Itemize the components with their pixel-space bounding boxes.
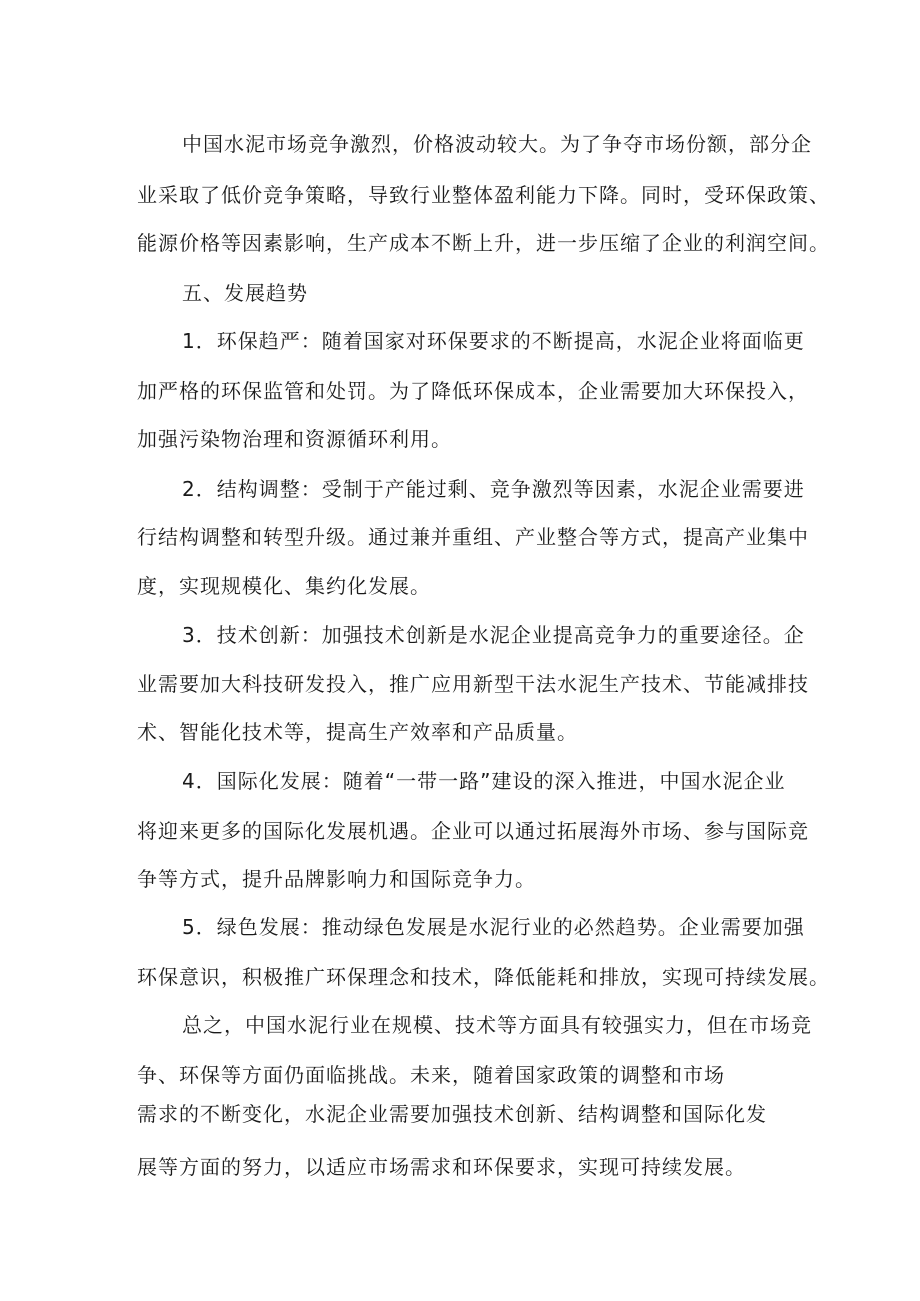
list-item-line: 环保意识，积极推广环保理念和技术，降低能耗和排放，实现可持续发展。 bbox=[137, 965, 830, 989]
paragraph-line: 中国水泥市场竞争激烈，价格波动较大。为了争夺市场份额，部分企 bbox=[182, 132, 812, 156]
paragraph-line: 展等方面的努力，以适应市场需求和环保要求，实现可持续发展。 bbox=[137, 1155, 746, 1179]
list-item-line: 业需要加大科技研发投入，推广应用新型干法水泥生产技术、节能减排技 bbox=[137, 672, 809, 696]
list-item-line: 争等方式，提升品牌影响力和国际竞争力。 bbox=[137, 867, 536, 891]
list-item-line: 1．环保趋严：随着国家对环保要求的不断提高，水泥企业将面临更 bbox=[182, 329, 805, 353]
paragraph-line: 能源价格等因素影响，生产成本不断上升，进一步压缩了企业的利润空间。 bbox=[137, 231, 830, 255]
list-item-line: 加严格的环保监管和处罚。为了降低环保成本，企业需要加大环保投入， bbox=[137, 379, 809, 403]
list-item-line: 度，实现规模化、集约化发展。 bbox=[137, 574, 431, 598]
list-item-line: 术、智能化技术等，提高生产效率和产品质量。 bbox=[137, 720, 578, 744]
paragraph-line: 总之，中国水泥行业在规模、技术等方面具有较强实力，但在市场竞 bbox=[182, 1013, 812, 1037]
list-item-line: 2．结构调整：受制于产能过剩、竞争激烈等因素，水泥企业需要进 bbox=[182, 477, 805, 501]
list-item-line: 行结构调整和转型升级。通过兼并重组、产业整合等方式，提高产业集中 bbox=[137, 525, 809, 549]
paragraph-line: 需求的不断变化，水泥企业需要加强技术创新、结构调整和国际化发 bbox=[137, 1102, 767, 1126]
list-item-line: 3．技术创新：加强技术创新是水泥企业提高竞争力的重要途径。企 bbox=[182, 623, 805, 647]
paragraph-line: 业采取了低价竞争策略，导致行业整体盈利能力下降。同时，受环保政策、 bbox=[137, 183, 830, 207]
section-heading: 五、发展趋势 bbox=[182, 281, 308, 305]
list-item-line: 4．国际化发展：随着“一带一路”建设的深入推进，中国水泥企业 bbox=[182, 769, 786, 793]
list-item-line: 5．绿色发展：推动绿色发展是水泥行业的必然趋势。企业需要加强 bbox=[182, 915, 805, 939]
list-item-line: 加强污染物治理和资源循环利用。 bbox=[137, 427, 452, 451]
paragraph-line: 争、环保等方面仍面临挑战。未来，随着国家政策的调整和市场 bbox=[137, 1063, 725, 1087]
list-item-line: 将迎来更多的国际化发展机遇。企业可以通过拓展海外市场、参与国际竞 bbox=[137, 819, 809, 843]
